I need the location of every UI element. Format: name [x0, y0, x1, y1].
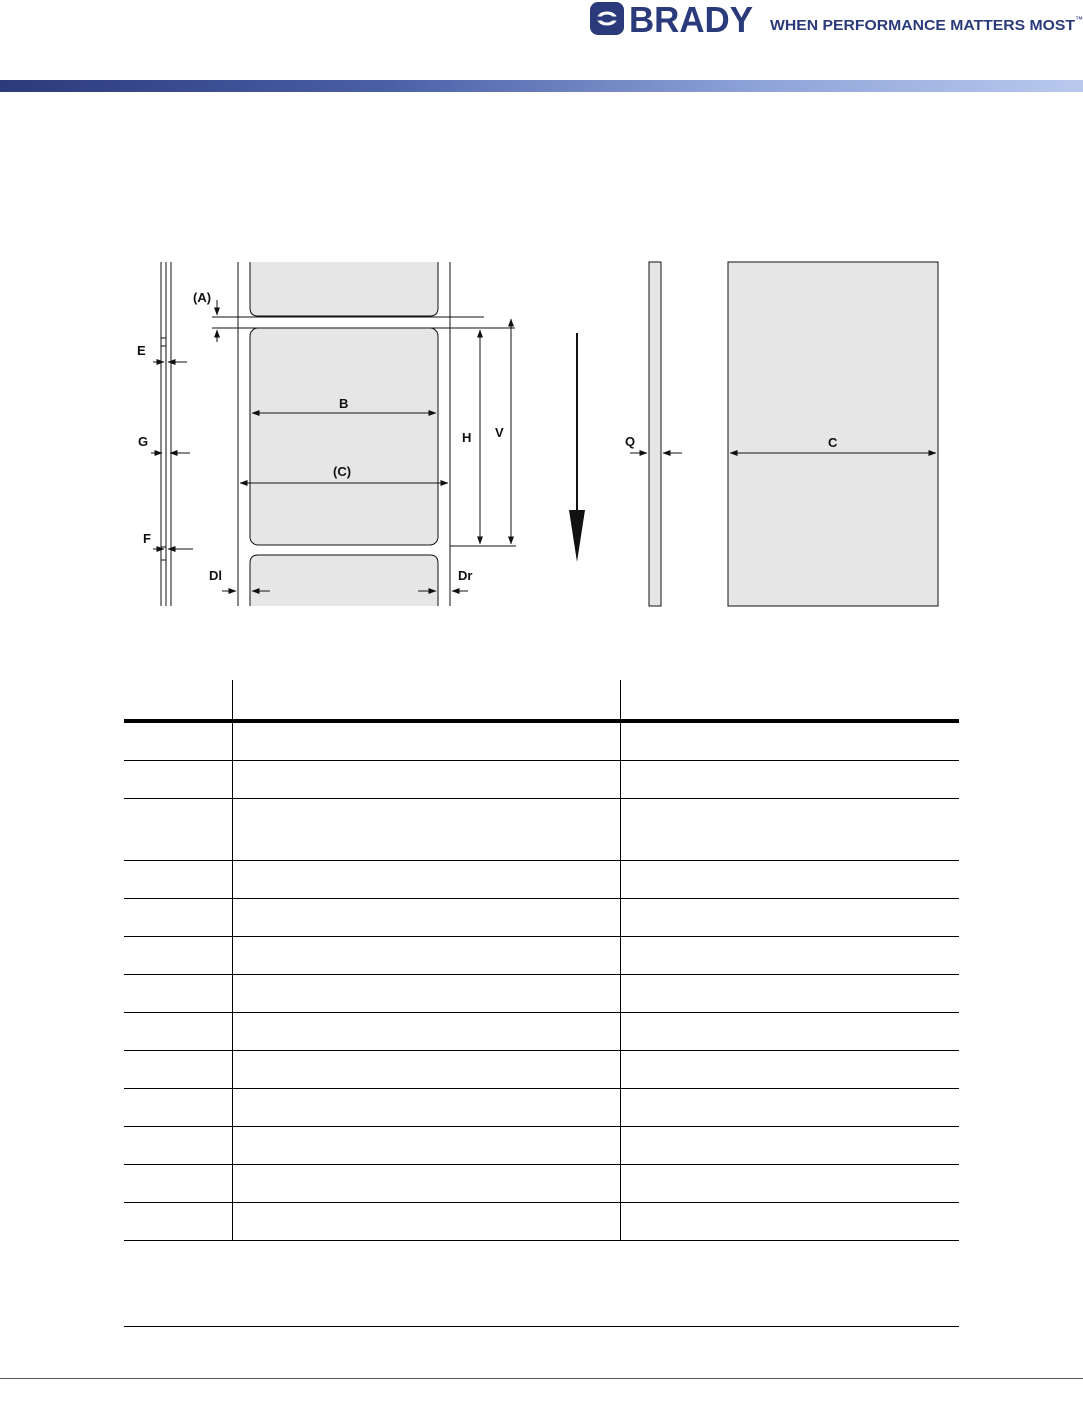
footer-divider	[0, 1378, 1083, 1379]
dimension-g	[138, 434, 190, 453]
brady-globe-icon	[590, 2, 624, 35]
label-middle	[250, 328, 438, 545]
table-cell	[124, 761, 232, 799]
table-cell	[620, 937, 959, 975]
table-row	[124, 761, 959, 799]
table-cell	[232, 899, 620, 937]
table-row	[124, 975, 959, 1013]
table-cell	[232, 1165, 620, 1203]
table-cell	[620, 1013, 959, 1051]
label-v: V	[495, 425, 504, 440]
brand-tagline: WHEN PERFORMANCE MATTERS MOST	[770, 17, 1075, 34]
header-cell	[620, 680, 959, 721]
table-cell	[232, 937, 620, 975]
table-row	[124, 1165, 959, 1203]
table-cell	[232, 799, 620, 861]
label-bottom	[250, 555, 438, 606]
label-b: B	[339, 396, 349, 411]
table-cell	[620, 1127, 959, 1165]
header-cell	[124, 680, 232, 721]
table-row	[124, 937, 959, 975]
table-row	[124, 1013, 959, 1051]
dimension-f	[143, 531, 193, 549]
table-cell	[232, 721, 620, 761]
table-cell	[124, 1127, 232, 1165]
dimension-v	[495, 319, 511, 544]
table-cell	[620, 761, 959, 799]
table-cell	[124, 1165, 232, 1203]
table-cell	[124, 899, 232, 937]
arrow-down-icon	[569, 333, 585, 562]
header-cell	[232, 680, 620, 721]
label-roll-front	[238, 262, 450, 606]
page-header	[0, 0, 1083, 80]
label-c: C	[828, 435, 838, 450]
table-cell	[620, 861, 959, 899]
label-q: Q	[625, 434, 636, 449]
label-top	[250, 262, 438, 316]
table-cell	[232, 1051, 620, 1089]
notes-divider	[124, 1326, 959, 1327]
table-cell	[620, 1089, 959, 1127]
table-cell	[124, 1089, 232, 1127]
label-dr: Dr	[458, 568, 473, 583]
table-cell	[124, 861, 232, 899]
label-h: H	[462, 430, 472, 445]
table-cell	[124, 937, 232, 975]
table-cell	[232, 1203, 620, 1241]
table-cell	[124, 721, 232, 761]
table-row	[124, 861, 959, 899]
table-cell	[124, 1051, 232, 1089]
label-c-paren: (C)	[333, 464, 352, 479]
table-row	[124, 899, 959, 937]
table-cell	[232, 1089, 620, 1127]
table-row	[124, 1203, 959, 1241]
label-dl: Dl	[209, 568, 222, 583]
header-gradient-bar	[0, 80, 1083, 92]
table-cell	[124, 799, 232, 861]
table-cell	[232, 975, 620, 1013]
table-cell	[620, 799, 959, 861]
table-cell	[232, 1127, 620, 1165]
brand-wordmark: BRADY	[629, 0, 753, 40]
table-cell	[232, 1013, 620, 1051]
table-row	[124, 1127, 959, 1165]
table-cell	[232, 861, 620, 899]
table-header-row	[124, 680, 959, 721]
table-cell	[620, 975, 959, 1013]
table-cell	[232, 761, 620, 799]
table-cell	[124, 1013, 232, 1051]
table-cell	[124, 1203, 232, 1241]
table-cell	[620, 1165, 959, 1203]
table-cell	[620, 1051, 959, 1089]
trademark-symbol: ™	[1075, 15, 1083, 24]
roll-side-profile	[161, 262, 171, 606]
table-row	[124, 799, 959, 861]
table-cell	[620, 1203, 959, 1241]
specification-table	[124, 680, 959, 1241]
table-cell	[620, 899, 959, 937]
label-a: (A)	[193, 290, 212, 305]
table-row	[124, 1051, 959, 1089]
table-cell	[620, 721, 959, 761]
dimension-h	[450, 330, 516, 546]
label-g: G	[138, 434, 149, 449]
table-cell	[124, 975, 232, 1013]
label-e: E	[137, 343, 146, 358]
table-row	[124, 721, 959, 761]
material-thickness-profile	[625, 262, 682, 606]
material-width-view	[728, 262, 938, 606]
table-row	[124, 1089, 959, 1127]
label-f: F	[143, 531, 151, 546]
label-dimension-diagram	[0, 240, 1083, 620]
brady-logo	[585, 0, 1083, 40]
